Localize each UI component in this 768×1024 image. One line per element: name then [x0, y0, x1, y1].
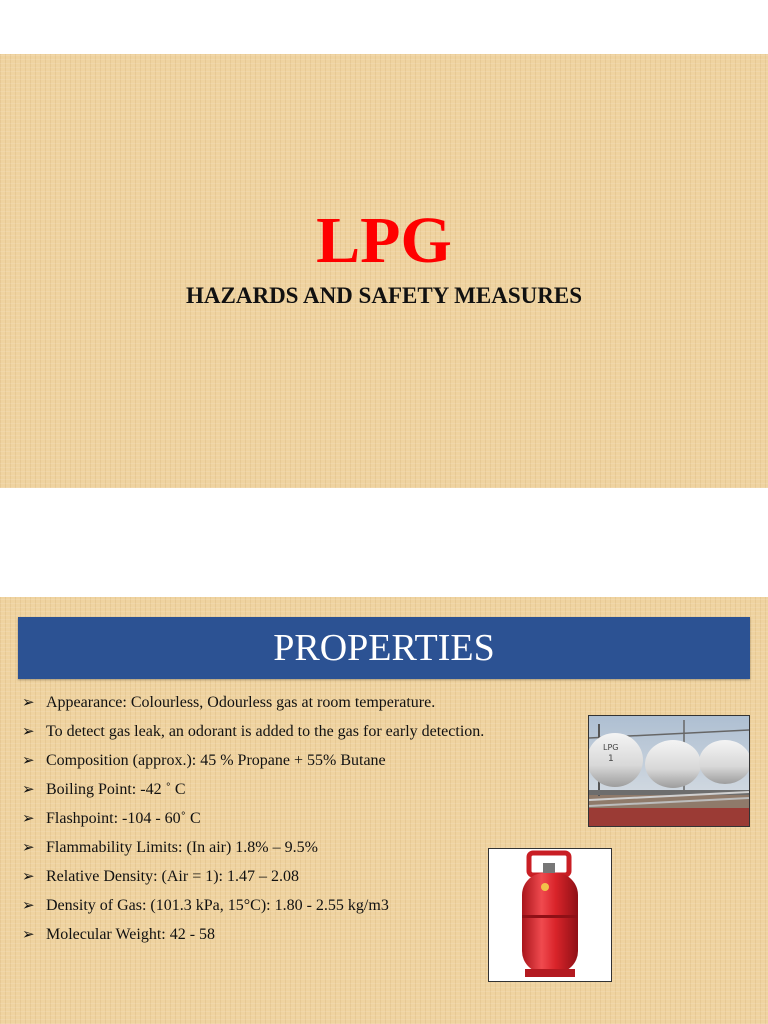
list-item: [22, 867, 484, 896]
arrow-bullet-icon: ➢: [22, 782, 35, 798]
banner-title: PROPERTIES: [273, 627, 495, 669]
slide-title: LPG: [316, 204, 452, 277]
list-item: [22, 751, 484, 780]
property-text: Density of Gas: (101.3 kPa, 15°C): 1.80 - 2.55 kg/m3: [46, 897, 389, 914]
lpg-cylinder-photo: [488, 848, 612, 982]
property-text: Composition (approx.): 45 % Propane + 55% Butane: [46, 752, 386, 769]
property-text: Boiling Point: -42 ˚ C: [46, 781, 186, 798]
arrow-bullet-icon: ➢: [22, 753, 35, 769]
title-slide: [0, 54, 768, 488]
svg-text:1: 1: [608, 754, 614, 764]
property-text: Relative Density: (Air = 1): 1.47 – 2.08: [46, 868, 299, 885]
property-text: Molecular Weight: 42 - 58: [46, 926, 216, 943]
properties-list: [22, 693, 484, 954]
property-text: Flammability Limits: (In air) 1.8% – 9.5%: [46, 839, 318, 856]
list-item: [22, 809, 484, 838]
arrow-bullet-icon: ➢: [22, 869, 35, 885]
list-item: [22, 780, 484, 809]
arrow-bullet-icon: ➢: [22, 898, 35, 914]
property-text: To detect gas leak, an odorant is added to the gas for early detection.: [46, 723, 485, 740]
list-item: [22, 838, 484, 867]
list-item: [22, 693, 484, 722]
slide-subtitle: HAZARDS AND SAFETY MEASURES: [186, 283, 582, 308]
lpg-tanks-photo: [588, 715, 750, 827]
list-item: [22, 925, 484, 954]
arrow-bullet-icon: ➢: [22, 811, 35, 827]
svg-text:LPG: LPG: [603, 743, 619, 752]
property-text: Appearance: Colourless, Odourless gas at room temperature.: [46, 694, 436, 711]
list-item: [22, 722, 484, 751]
arrow-bullet-icon: ➢: [22, 927, 35, 943]
properties-slide: [0, 597, 768, 1024]
list-item: [22, 896, 484, 925]
arrow-bullet-icon: ➢: [22, 724, 35, 740]
arrow-bullet-icon: ➢: [22, 695, 35, 711]
property-text: Flashpoint: -104 - 60˚ C: [46, 810, 201, 827]
arrow-bullet-icon: ➢: [22, 840, 35, 856]
properties-banner: [18, 617, 750, 679]
